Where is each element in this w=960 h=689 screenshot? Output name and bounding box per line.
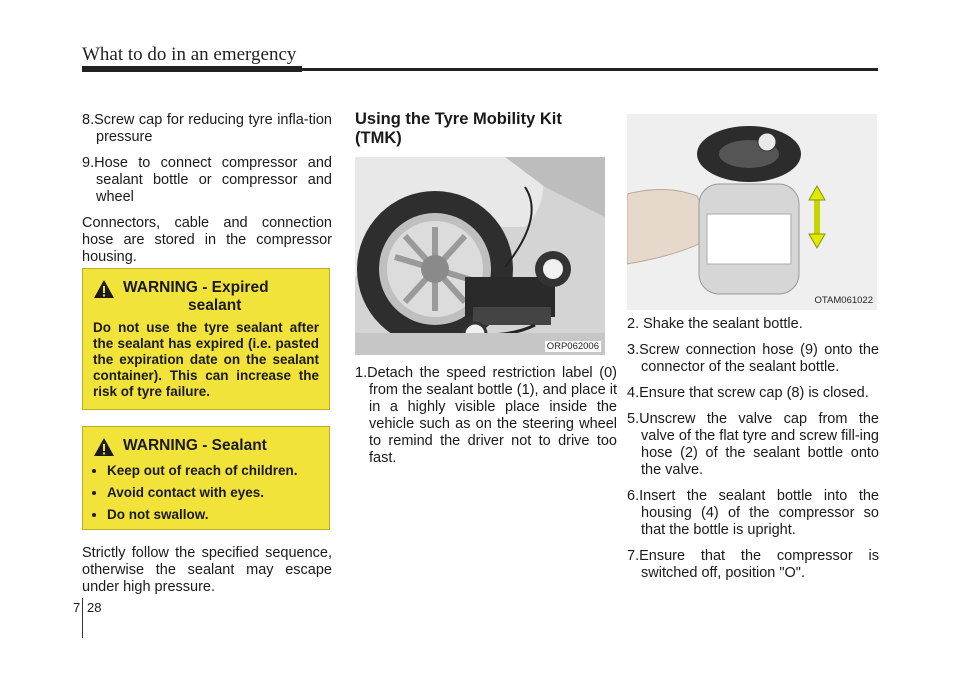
step-5: 5.Unscrew the valve cap from the valve of the flat tyre and screw fill-ing hose (2) of the sealant bottle onto the valve. (627, 411, 879, 478)
step-3: 3.Screw connection hose (9) onto the connector of the sealant bottle. (627, 342, 879, 375)
warning-heading (93, 437, 319, 457)
list-item: • Do not swallow. (107, 507, 319, 523)
right-column-steps (627, 316, 879, 591)
figure-label: ORP062006 (546, 341, 599, 352)
tmk-compressor-image (355, 157, 605, 355)
warning-triangle-icon (93, 437, 115, 457)
sealant-bottle-image (627, 114, 877, 310)
step-4: 4.Ensure that screw cap (8) is closed. (627, 385, 869, 401)
header-rule-accent (82, 66, 302, 72)
step-6: 6.Insert the sealant bottle into the housing (4) of the compressor so that the bottle is upright. (627, 488, 879, 538)
warning-body: Do not use the tyre sealant after the sealant has expired (i.e. pasted the expiration date on the sealant container). This can increase the risk of tyre failure. (93, 320, 319, 399)
step-1: 1.Detach the speed restriction label (0) from the sealant bottle (1), and place it in a highly visible place inside the vehicle such as on the steering wheel to remind the driver not to drive too fast. (355, 365, 617, 466)
list-item: • Avoid contact with eyes. (107, 485, 319, 501)
warning-triangle-icon (93, 279, 115, 299)
tyre-illustration (355, 157, 605, 355)
page-number: 28 (87, 600, 102, 615)
warning-heading (93, 279, 319, 299)
list-item: 9.Hose to connect compressor and sealant bottle or compressor and wheel (82, 155, 332, 205)
list-item: • Keep out of reach of children. (107, 463, 319, 479)
list-item: 8.Screw cap for reducing tyre infla-tion pressure (82, 112, 332, 145)
section-title: Using the Tyre Mobility Kit (TMK) (355, 110, 562, 147)
warning-title: WARNING - Sealant (123, 437, 267, 454)
warning-title-main: WARNING - Expired (123, 279, 269, 296)
warning-box-sealant (82, 426, 330, 530)
step-2: 2. Shake the sealant bottle. (627, 316, 803, 332)
connectors-paragraph: Connectors, cable and connection hose are stored in the compressor housing. (82, 215, 332, 265)
warning-title-sub: sealant (188, 297, 242, 314)
warning-title (123, 279, 269, 296)
figure-label: OTAM061022 (814, 295, 873, 306)
sealant-bottle-illustration (627, 114, 877, 310)
chapter-number: 7 (73, 600, 81, 615)
page-header-title: What to do in an emergency (82, 44, 297, 65)
footer-rule (82, 598, 83, 638)
strictly-paragraph: Strictly follow the specified sequence, otherwise the sealant may escape under high pressure. (82, 545, 332, 595)
left-column (82, 112, 332, 275)
warning-bullets (93, 463, 319, 523)
step-7: 7.Ensure that the compressor is switched off, position "O". (627, 548, 879, 581)
warning-box-expired (82, 268, 330, 410)
